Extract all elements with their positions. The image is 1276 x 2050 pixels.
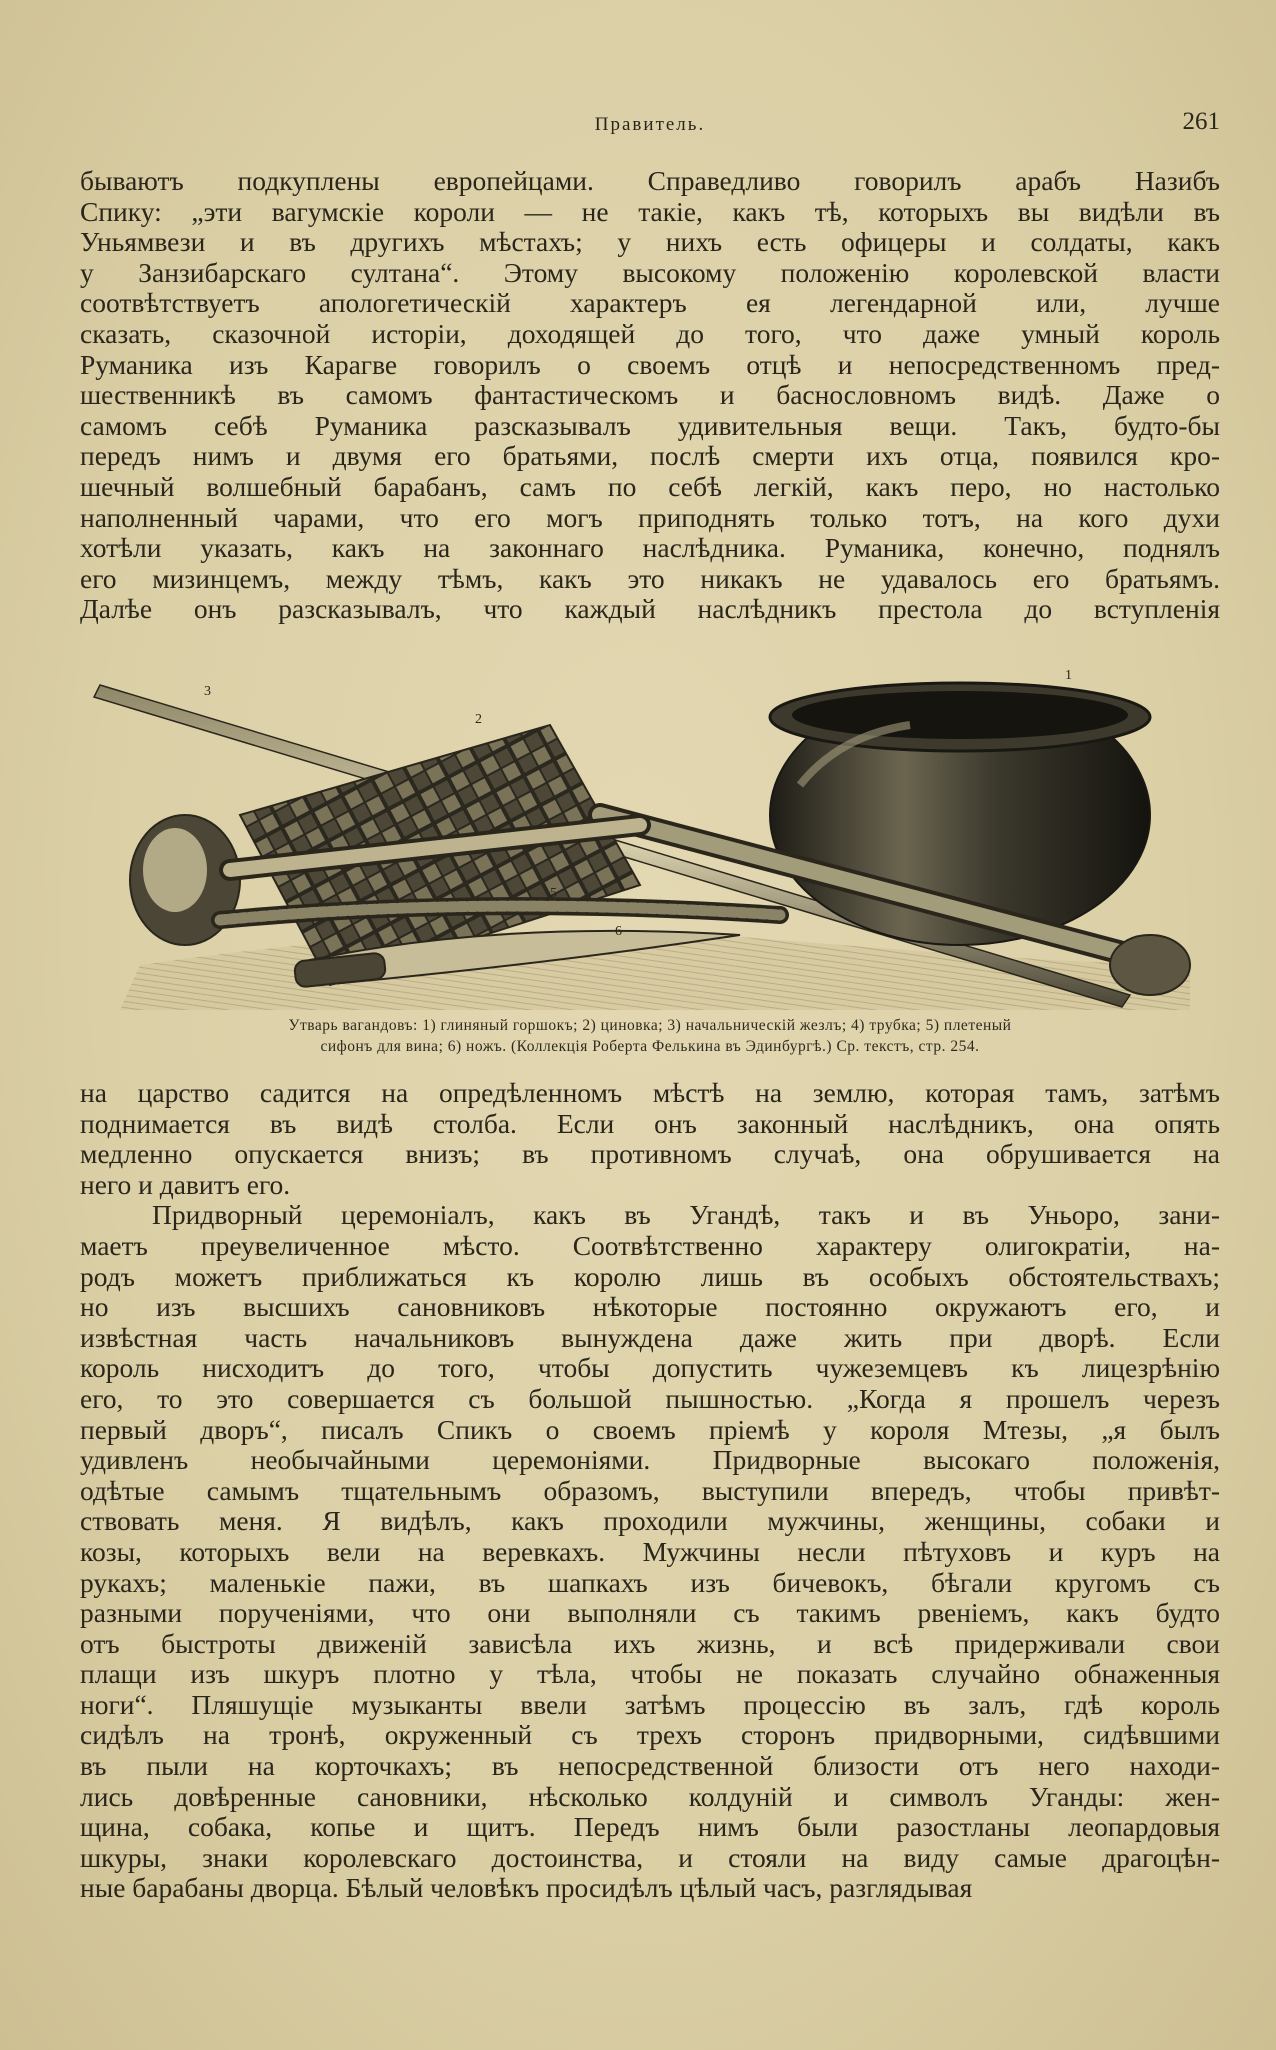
text-line: сидѣлъ на тронѣ, окруженный съ трехъ сторонъ придворными, сидѣвшими — [80, 1719, 1220, 1751]
text-line: поднимается въ видѣ столба. Если онъ законный наслѣдникъ, она опять — [80, 1107, 1220, 1139]
text-line: наполненный чарами, что его могъ приподнять только тотъ, на кого духи — [80, 501, 1220, 533]
text-line: его мизинцемъ, между тѣмъ, какъ это никакъ не удавалось его братьямъ. — [80, 562, 1220, 594]
figure-label-3: 3 — [204, 684, 211, 699]
text-line: бываютъ подкуплены европейцами. Справедливо говорилъ арабъ Назибъ — [80, 165, 1220, 196]
figure-label-5: 5 — [550, 886, 557, 901]
text-line: извѣстная часть начальниковъ вынуждена даже жить при дворѣ. Если — [80, 1321, 1220, 1353]
text-line: щина, собака, копье и щитъ. Передъ нимъ были разостланы леопардовыя — [80, 1811, 1220, 1843]
figure-label-6: 6 — [615, 924, 622, 939]
text-line: разными порученіями, что они выполняли съ такимъ рвеніемъ, какъ будто — [80, 1597, 1220, 1629]
text-line: него и давитъ его. — [80, 1168, 291, 1200]
text-line: ные барабаны дворца. Бѣлый человѣкъ просидѣлъ цѣлый часъ, разглядывая — [80, 1872, 973, 1904]
text-line: соотвѣтствуетъ апологетическій характеръ ея легендарной или, лучше — [80, 287, 1220, 319]
text-line: первый дворъ“, писалъ Спикъ о своемъ пріемѣ у короля Мтезы, „я былъ — [80, 1413, 1220, 1445]
text-line: хотѣли указать, какъ на законнаго наслѣдника. Руманика, конечно, поднялъ — [80, 532, 1220, 564]
text-line: рукахъ; маленькіе пажи, въ шапкахъ изъ бичевокъ, бѣгали кругомъ съ — [80, 1566, 1220, 1598]
figure-caption — [80, 1015, 1220, 1057]
caption-line: сифонъ для вина; 6) ножъ. (Коллекція Роберта Фелькина въ Эдинбургѣ.) Ср. текстъ, стр. 254. — [320, 1038, 980, 1055]
text-line: Спику: „эти вагумскіе короли — не такіе, какъ тѣ, которыхъ вы видѣли въ — [80, 195, 1220, 227]
page-number: 261 — [1182, 108, 1220, 135]
figure-label-1: 1 — [1065, 668, 1072, 683]
text-line: самомъ себѣ Руманика разсказывалъ удивительныя вещи. Такъ, будто-бы — [80, 409, 1220, 441]
text-line: ноги“. Пляшущіе музыканты ввели затѣмъ процессію въ залъ, гдѣ король — [80, 1688, 1220, 1720]
text-line: Уньямвези и въ другихъ мѣстахъ; у нихъ есть офицеры и солдаты, какъ — [80, 226, 1220, 258]
text-line: лись довѣренные сановники, нѣсколько колдуній и символъ Уганды: жен- — [80, 1780, 1220, 1812]
text-line: родъ можетъ приближаться къ королю лишь въ особыхъ обстоятельствахъ; — [80, 1260, 1220, 1292]
text-line: сказать, сказочной исторіи, доходящей до того, что даже умный король — [80, 317, 1220, 349]
text-line: медленно опускается внизъ; въ противномъ случаѣ, она обрушивается на — [80, 1138, 1220, 1170]
text-line: Далѣе онъ разсказывалъ, что каждый наслѣдникъ престола до вступленія — [80, 593, 1220, 625]
text-line: его, то это совершается съ большой пышностью. „Когда я прошелъ черезъ — [80, 1382, 1220, 1414]
text-block-bottom — [80, 1078, 1220, 1904]
text-line: король нисходитъ до того, чтобы допустить чужеземцевъ къ лицезрѣнію — [80, 1352, 1220, 1384]
text-line: передъ нимъ и двумя его братьями, послѣ смерти ихъ отца, появился кро- — [80, 440, 1220, 472]
caption-line: Утварь вагандовъ: 1) глиняный горшокъ; 2) циновка; 3) начальническій жезлъ; 4) трубка; 5) плетеный — [288, 1017, 1012, 1034]
text-line: плащи изъ шкуръ плотно у тѣла, чтобы не показать случайно обнаженныя — [80, 1658, 1220, 1690]
text-line: шечный волшебный барабанъ, самъ по себѣ легкій, какъ перо, но настолько — [80, 470, 1220, 502]
engraving-utensils — [80, 665, 1220, 1010]
figure-illustration — [80, 665, 1220, 1010]
text-line: но изъ высшихъ сановниковъ нѣкоторые постоянно окружаютъ его, и — [80, 1291, 1220, 1323]
text-line: маетъ преувеличенное мѣсто. Соотвѣтственно характеру олигократіи, на- — [80, 1229, 1220, 1261]
text-line: одѣтые самымъ тщательнымъ образомъ, выступили впередъ, чтобы привѣт- — [80, 1474, 1220, 1506]
text-line: удивленъ необычайными церемоніями. Придворные высокаго положенія, — [80, 1444, 1220, 1476]
text-line: на царство садится на опредѣленномъ мѣстѣ на землю, которая тамъ, затѣмъ — [80, 1077, 1220, 1108]
text-line: ствовать меня. Я видѣлъ, какъ проходили мужчины, женщины, собаки и — [80, 1505, 1220, 1537]
page-header — [80, 108, 1220, 148]
figure-label-2: 2 — [475, 712, 482, 727]
text-line: шкуры, знаки королевскаго достоинства, и стояли на виду самые драгоцѣн- — [80, 1841, 1220, 1873]
text-line: шественникѣ въ самомъ фантастическомъ и баснословномъ видѣ. Даже о — [80, 379, 1220, 411]
text-line: въ пыли на корточкахъ; въ непосредственной близости отъ него находи- — [80, 1750, 1220, 1782]
text-line: у Занзибарскаго султана“. Этому высокому положенію королевской власти — [80, 256, 1220, 288]
text-block-top — [80, 166, 1220, 625]
text-line: Руманика изъ Карагве говорилъ о своемъ отцѣ и непосредственномъ пред- — [80, 348, 1220, 380]
running-head: Правитель. — [594, 114, 706, 135]
text-line: отъ быстроты движеній зависѣла ихъ жизнь, и всѣ придерживали свои — [80, 1627, 1220, 1659]
text-line: козы, которыхъ вели на веревкахъ. Мужчины несли пѣтуховъ и куръ на — [80, 1535, 1220, 1567]
text-line: Придворный церемоніалъ, какъ въ Угандѣ, такъ и въ Уньоро, зани- — [152, 1199, 1220, 1231]
